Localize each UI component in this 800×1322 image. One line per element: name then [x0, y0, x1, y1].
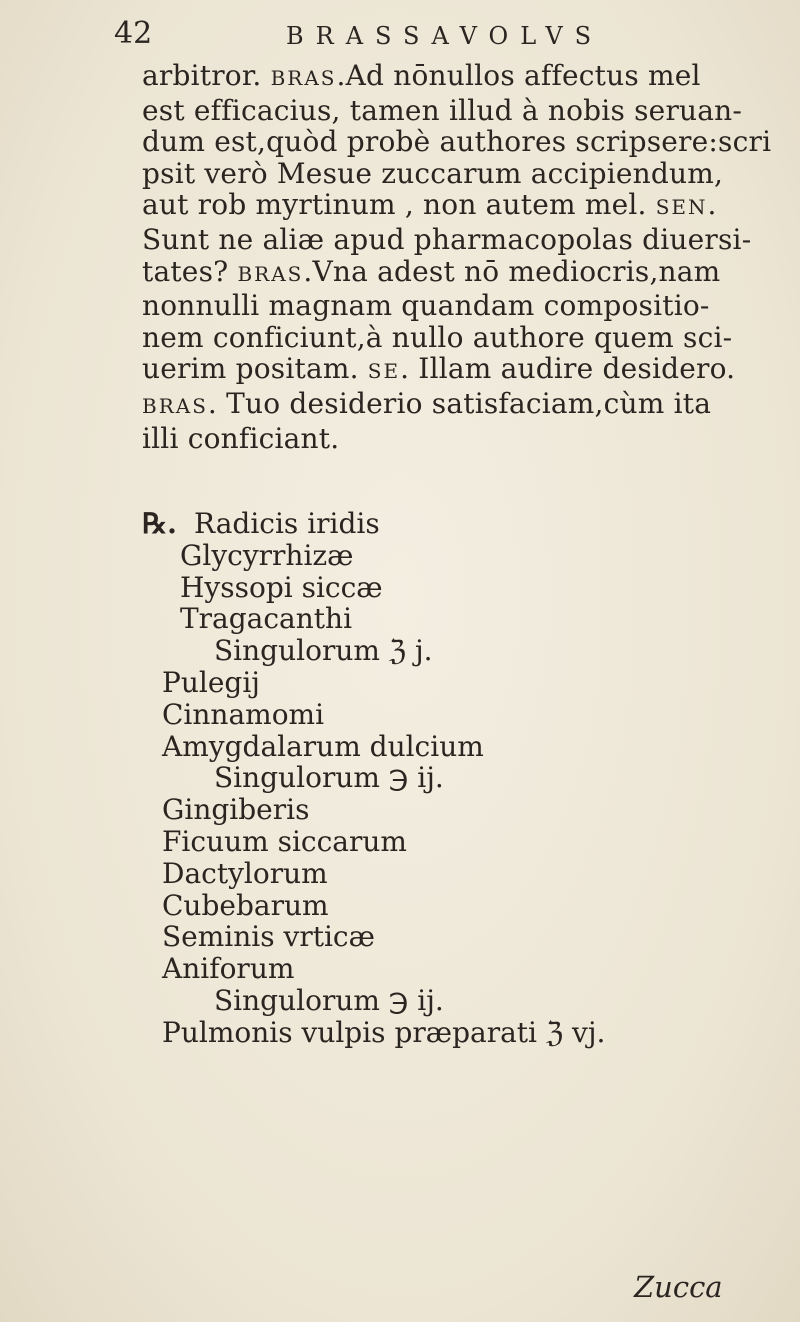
text-line [142, 158, 762, 190]
recipe-item: Pulmonis vulpis præparati ℨ vj. [162, 1015, 606, 1049]
text-line [142, 423, 762, 455]
recipe-item: Cubebarum [162, 888, 329, 922]
text-line [142, 189, 762, 224]
recipe-list [142, 508, 762, 1049]
recipe-item: Hyssopi siccæ [180, 570, 383, 604]
recipe-item: Seminis vrticæ [162, 920, 375, 954]
speaker-name: BRAS [237, 261, 304, 286]
catchword: Zucca [634, 1270, 723, 1304]
running-title: BRASSAVOLVS [286, 22, 604, 50]
text-line [142, 290, 762, 322]
recipe-item: Radicis iridis [194, 507, 380, 540]
speaker-name: SEN [655, 195, 708, 220]
text-segment: dum est,quòd probè authores scripsere:scri [142, 125, 772, 159]
recipe-item: Dactylorum [162, 856, 328, 890]
recipe-item: Amygdalarum dulcium [162, 729, 484, 763]
recipe-item: Singulorum ℈ ij. [214, 761, 444, 795]
text-segment: tates? [142, 254, 238, 288]
recipe-item: Glycyrrhizæ [180, 538, 354, 572]
text-segment: . Illam audire desidero. [400, 352, 736, 386]
recipe-item: Ficuum siccarum [162, 824, 407, 858]
speaker-name: BRAS [270, 66, 337, 90]
recipe-item: Gingiberis [162, 793, 310, 827]
text-line [142, 224, 762, 256]
text-line [142, 60, 762, 95]
text-line [142, 256, 762, 291]
recipe-item: Tragacanthi [180, 602, 353, 636]
text-segment: .Ad nōnullos affectus mel [336, 59, 701, 92]
recipe-item: Pulegij [162, 665, 260, 699]
main-paragraph [142, 59, 772, 455]
text-line [142, 322, 762, 354]
page-number: 42 [114, 16, 153, 51]
text-segment: nem conficiunt,à nullo authore quem sci- [142, 320, 733, 354]
text-segment: .Vna adest nō mediocris,nam [303, 254, 721, 288]
text-segment: Sunt ne aliæ apud pharmacopolas diuersi- [142, 222, 752, 256]
text-line [142, 388, 762, 423]
text-segment: . [707, 188, 717, 222]
text-segment: psit verò Mesue zuccarum accipiendum, [142, 156, 724, 190]
recipe-item: Cinnamomi [162, 697, 325, 731]
recipe-item: Aniforum [162, 952, 295, 986]
text-line [142, 125, 772, 159]
page-header [114, 14, 654, 56]
speaker-name: BRAS [142, 393, 208, 418]
text-segment: nonnulli magnam quandam compositio- [142, 289, 710, 323]
text-segment: uerim positam. [142, 352, 368, 386]
rx-symbol: ℞. [142, 507, 177, 540]
text-segment: est efficacius, tamen illud à nobis seruan- [142, 93, 743, 127]
text-segment: illi conficiant. [142, 421, 340, 455]
text-segment: aut rob myrtinum , non autem mel. [142, 188, 656, 222]
recipe-first-line [142, 508, 762, 540]
recipe-item: Singulorum ℨ j. [214, 634, 433, 668]
speaker-name: SE [367, 359, 401, 384]
text-line [142, 95, 762, 127]
text-segment: . Tuo desiderio satisfaciam,cùm ita [207, 386, 712, 420]
text-line [142, 353, 762, 388]
recipe-item: Singulorum ℈ ij. [214, 983, 444, 1017]
text-segment: arbitror. [142, 59, 271, 92]
